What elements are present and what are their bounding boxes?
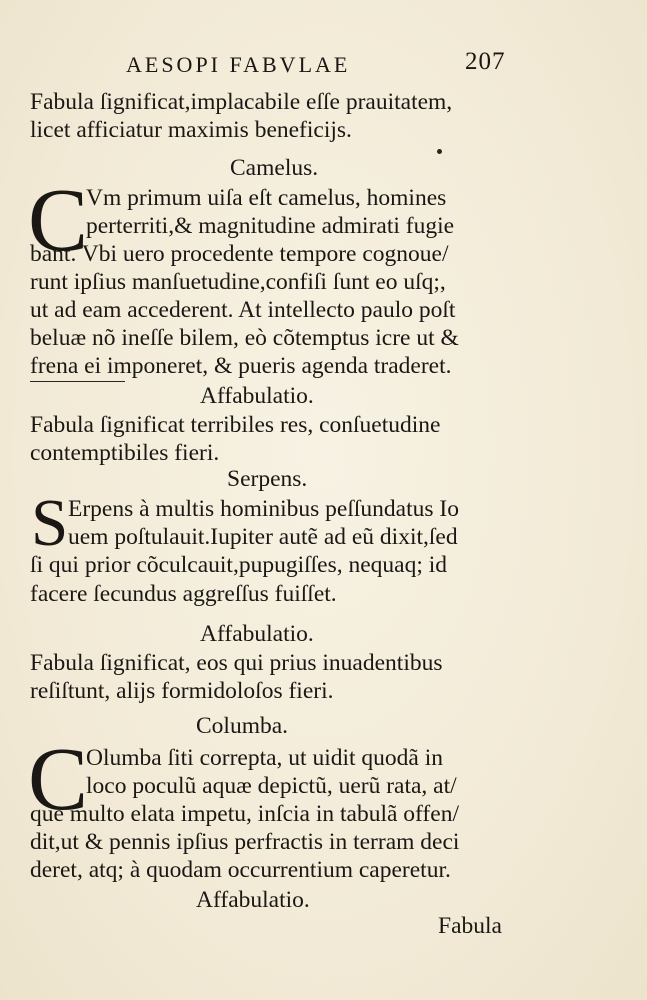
columba-line: Olumba ſiti correpta, ut uidit quodã in bbox=[86, 745, 443, 771]
catchword: Fabula bbox=[438, 913, 502, 939]
page-number: 207 bbox=[465, 48, 506, 75]
camelus-line: runt ipſius manſuetudine,confiſi ſunt eo uſq;, bbox=[30, 269, 446, 295]
drop-initial-camelus: C bbox=[28, 171, 89, 270]
columba-line: loco poculũ aquæ depictũ, uerũ rata, at/ bbox=[86, 773, 457, 799]
affabulatio-title-camelus: Affabulatio. bbox=[200, 383, 314, 409]
serpens-line: Erpens à multis hominibus peſſundatus Io bbox=[68, 496, 459, 522]
drop-initial-columba: C bbox=[28, 730, 89, 829]
intro-line: Fabula ſignificat,implacabile eſſe prauitatem, bbox=[30, 89, 453, 115]
drop-initial-serpens: S bbox=[31, 486, 69, 560]
columba-line: dit,ut & pennis ipſius perfractis in terram deci bbox=[30, 829, 460, 855]
affabulatio-title-serpens: Affabulatio. bbox=[200, 621, 314, 647]
camelus-moral-line: contemptibiles fieri. bbox=[30, 440, 220, 466]
serpens-moral-line: reſiſtunt, alijs formidoloſos fieri. bbox=[30, 678, 334, 704]
camelus-line: perterriti,& magnitudine admirati fugie bbox=[86, 213, 455, 239]
camelus-moral-line: Fabula ſignificat terribiles res, conſuetudine bbox=[30, 412, 441, 438]
camelus-line: Vm primum uiſa eſt camelus, homines bbox=[86, 185, 447, 211]
affabulatio-title-columba: Affabulatio. bbox=[196, 887, 310, 913]
ink-speck bbox=[437, 149, 442, 154]
intro-line: licet afficiatur maximis beneficijs. bbox=[30, 117, 352, 143]
columba-line: que multo elata impetu, inſcia in tabulã offen/ bbox=[30, 801, 459, 827]
camelus-line: frena ei imponeret, & pueris agenda traderet. bbox=[30, 353, 452, 379]
fable-title-columba: Columba. bbox=[196, 713, 289, 739]
serpens-moral-line: Fabula ſignificat, eos qui prius inuadentibus bbox=[30, 650, 443, 676]
camelus-line: beluæ nõ ineſſe bilem, eò cõtemptus icre ut & bbox=[30, 325, 459, 351]
running-title: AESOPI FABVLAE bbox=[126, 52, 351, 77]
serpens-line: facere ſecundus aggreſſus fuiſſet. bbox=[30, 581, 337, 607]
columba-line: deret, atq; à quodam occurrentium caperetur. bbox=[30, 857, 451, 883]
fable-title-serpens: Serpens. bbox=[227, 466, 308, 492]
underline-mark bbox=[30, 381, 125, 382]
fable-title-camelus: Camelus. bbox=[230, 155, 319, 181]
camelus-line: ut ad eam accederent. At intellecto paulo poſt bbox=[30, 297, 456, 323]
serpens-line: uem poſtulauit.Iupiter autẽ ad eũ dixit,ſed bbox=[68, 524, 458, 550]
camelus-line: bant. Vbi uero procedente tempore cognoue/ bbox=[30, 241, 449, 267]
serpens-line: ſi qui prior cõculcauit,pupugiſſes, nequaq; id bbox=[30, 552, 448, 578]
